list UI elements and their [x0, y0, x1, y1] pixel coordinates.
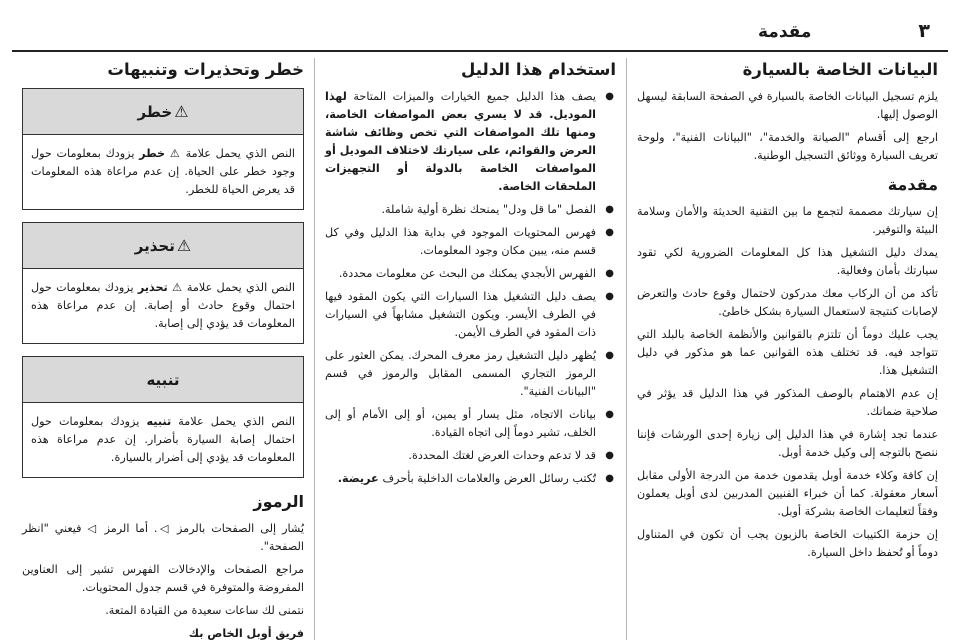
bullet-item: ● الفهرس الأبجدي يمكنك من البحث عن معلومات محددة.	[325, 265, 616, 283]
paragraph: يُشار إلى الصفحات بالرمز ◁. أما الرمز ◁ فيعني "انظر الصفحة".	[22, 522, 304, 553]
column-warnings	[12, 58, 314, 640]
notice-heading	[23, 223, 303, 269]
section-title-using-manual: استخدام هذا الدليل	[461, 60, 616, 79]
column-using-manual	[314, 58, 626, 640]
bullet-item: ● بيانات الاتجاه، مثل يسار أو يمين، أو إلى الأمام أو إلى الخلف، تشير دوماً إلى اتجاه القيادة.	[325, 406, 616, 442]
subheading-symbols: الرموز	[253, 492, 304, 511]
notice-keyword: تحذير	[137, 281, 168, 294]
notice-body: النص الذي يحمل علامة ⚠ خطر يزودك بمعلومات حول وجود خطر على الحياة. إن عدم مراعاة هذه المعلومات قد يعرض الحياة للخطر.	[31, 147, 295, 196]
bullet-item: ● يُظهر دليل التشغيل رمز معرف المحرك. يمكن العثور على الرموز التجاري المسمى المقابل والرموز في قسم "البيانات الفنية".	[325, 347, 616, 401]
bullet-list	[325, 88, 616, 488]
paragraph: يلزم تسجيل البيانات الخاصة بالسيارة في الصفحة السابقة ليسهل الوصول إليها.	[637, 90, 938, 121]
three-columns	[12, 58, 948, 640]
notice-heading-label: تنبيه	[146, 370, 180, 389]
section-title-warnings: خطر وتحذيرات وتنبيهات	[107, 60, 304, 79]
paragraph: إن حزمة الكتيبات الخاصة بالزبون يجب أن تكون في المتناول دوماً أو تُحفظ داخل السيارة.	[637, 528, 938, 559]
subheading-introduction: مقدمة	[887, 175, 938, 194]
notice-heading-label: تحذير	[134, 236, 175, 255]
running-title: مقدمة	[758, 22, 812, 42]
paragraph: إن سيارتك مصممة لتجمع ما بين التقنية الحديثة والأمان وسلامة البيئة والتوفير.	[637, 205, 938, 236]
paragraph: إن كافة وكلاء خدمة أوبل يقدمون خدمة من الدرجة الأولى مقابل أسعار معقولة. كما أن خبراء الفنيين المدربين لدى أوبل يعملون وفقاً لتعليمات الخاصة بشركة أوبل.	[637, 469, 938, 518]
signature: فريق أوبل الخاص بك	[188, 627, 304, 640]
paragraph: إن عدم الاهتمام بالوصف المذكور في هذا الدليل قد يؤثر في صلاحية ضمانك.	[637, 387, 938, 418]
column-vehicle-data	[626, 58, 948, 640]
notice-body: النص الذي يحمل علامة ⚠ تحذير يزودك بمعلومات حول احتمال وقوع حادث أو إصابة. إن عدم مراعاة هذه المعلومات قد يؤدي إلى إصابة.	[31, 281, 296, 330]
running-header	[12, 0, 948, 52]
paragraph: ارجع إلى أقسام "الصيانة والخدمة"، "البيانات الفنية"، ولوحة تعريف السيارة ووثائق التسجيل الوطنية.	[637, 131, 938, 162]
bullet-item: ● فهرس المحتويات الموجود في بداية هذا الدليل وفي كل قسم منه، يبين مكان وجود المعلومات.	[325, 224, 616, 260]
warning-triangle-icon: ⚠	[176, 236, 192, 255]
notice-heading-label: خطر	[137, 102, 173, 121]
bold-text: عريضة.	[337, 472, 383, 485]
warning-triangle-icon: ⚠	[174, 102, 189, 121]
notice-box-warning	[22, 88, 304, 210]
paragraph: تأكد من أن الركاب معك مدركون لاحتمال وقوع حادث والتعرض لإصابات كنتيجة لاستعمال السيارة بشكل خاطئ.	[637, 287, 938, 318]
section-title-vehicle-data: البيانات الخاصة بالسيارة	[742, 60, 938, 79]
notice-boxes	[22, 88, 304, 478]
notice-box-warning	[22, 222, 304, 344]
page-number: ٣	[918, 20, 930, 42]
paragraph: يجب عليك دوماً أن تلتزم بالقوانين والأنظمة الخاصة بالبلد التي تتواجد فيه. قد تختلف هذه القوانين عما هو مذكور في دليل التشغيل هذا.	[637, 328, 938, 377]
notice-box-caution	[22, 356, 304, 478]
bullet-item: ● الفصل "ما قل ودل" يمنحك نظرة أولية شاملة.	[325, 201, 616, 219]
notice-keyword: خطر	[139, 147, 166, 160]
notice-body: النص الذي يحمل علامة تنبيه يزودك بمعلومات حول احتمال إصابة السيارة بأضرار. إن عدم مراعاة هذه المعلومات قد يؤدي إلى أضرار بالسيارة.	[31, 415, 295, 464]
notice-keyword: تنبيه	[146, 415, 172, 428]
bold-text: لهذا الموديل. قد لا يسري بعض المواصفات الخاصة، ومنها تلك المواصفات التي تخص وظائف شاشة العرض والقوائم، على سيارتك لاختلاف الموديل أو المواصفات الخاصة بالدولة أو التجهيزات الملحقات الخاصة.	[325, 90, 596, 193]
bullet-item: ● يصف دليل التشغيل هذا السيارات التي يكون المقود فيها في الطرف الأيسر. ويكون التشغيل مشابهاً في السيارات ذات المقود في الطرف الأيمن.	[325, 288, 616, 342]
paragraph: عندما تجد إشارة في هذا الدليل إلى زيارة إحدى الورشات فإننا ننصح بالتوجه إلى وكيل خدمة أوبل.	[637, 428, 938, 459]
notice-heading	[23, 89, 303, 135]
bullet-item: ● يصف هذا الدليل جميع الخيارات والميزات المتاحة لهذا الموديل. قد لا يسري بعض المواصفات الخاصة، ومنها تلك المواصفات التي تخص وظائف شاشة العرض والقوائم، على سيارتك لاختلاف الموديل أو المواصفات الخاصة بالدولة أو التجهيزات الملحقات الخاصة.	[325, 88, 616, 196]
paragraph: يمدك دليل التشغيل هذا كل المعلومات الضرورية لكي تقود سيارتك بأمان وفعالية.	[637, 246, 938, 277]
bullet-item: ● تُكتب رسائل العرض والعلامات الداخلية بأحرف عريضة.	[325, 470, 616, 488]
paragraph: مراجع الصفحات والإدخالات الفهرس تشير إلى العناوين المفروضة والمتوفرة في قسم جدول المحتويات.	[22, 563, 304, 594]
paragraph: نتمنى لك ساعات سعيدة من القيادة المتعة.	[105, 604, 304, 617]
bullet-item: ● قد لا تدعم وحدات العرض لغتك المحددة.	[325, 447, 616, 465]
notice-heading	[23, 357, 303, 403]
